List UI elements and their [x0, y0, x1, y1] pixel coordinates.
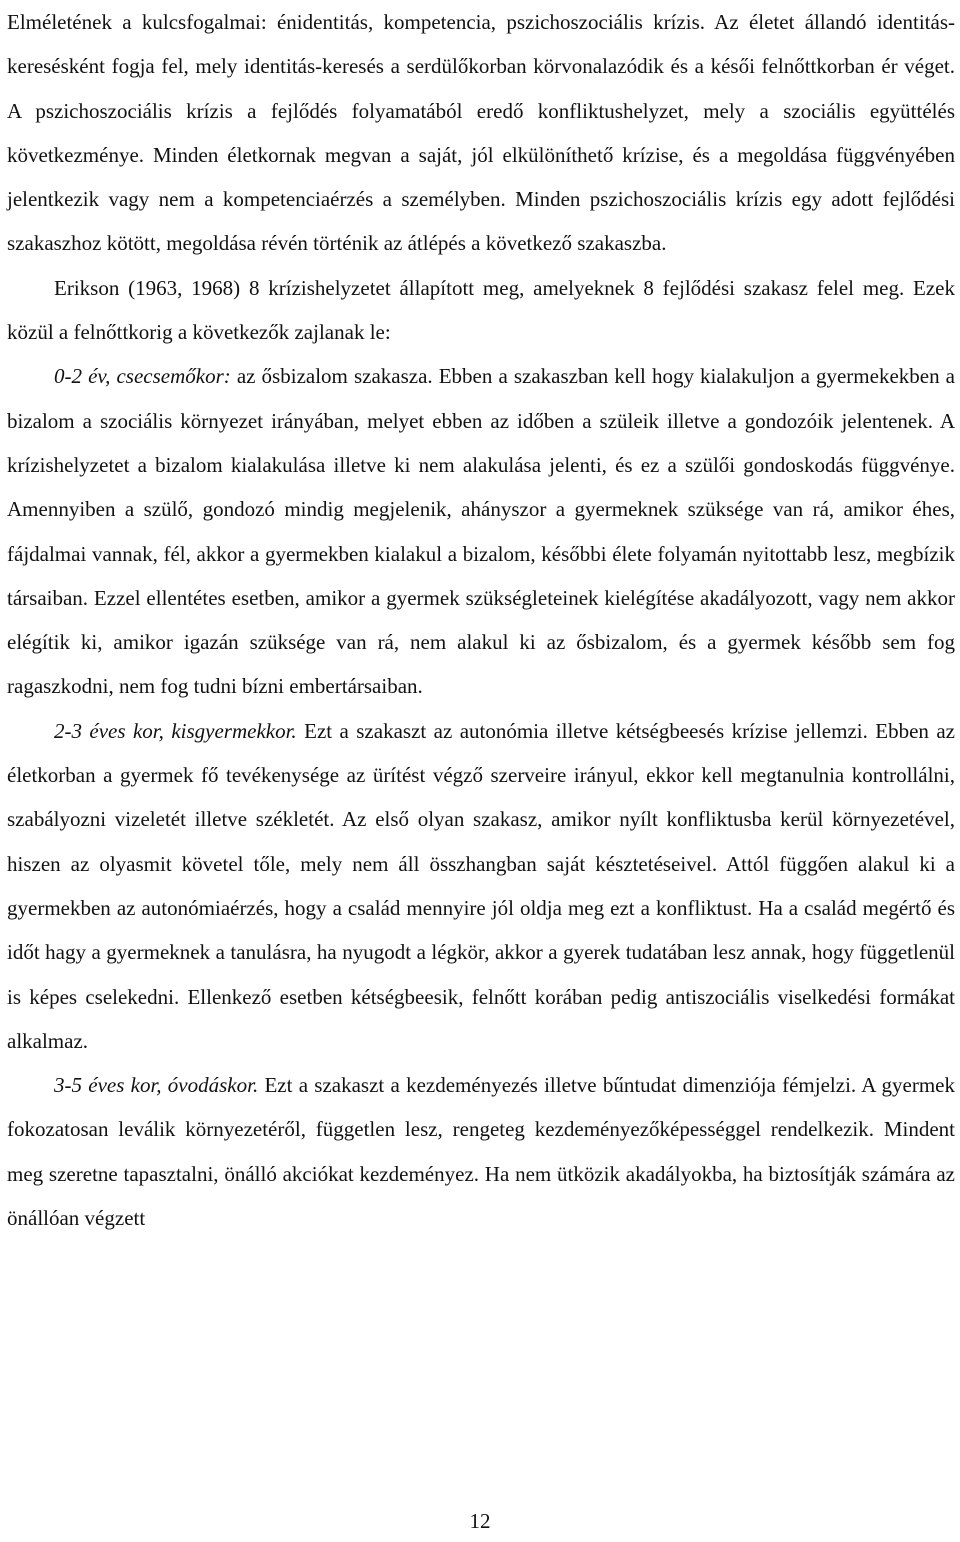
paragraph-text: az ősbizalom szakasza. Ebben a szakaszban kell hogy kialakuljon a gyermekekben a bizalom a szociális környezet irányában, melyet ebben az időben a szüleik illetve a gondozóik jelentenek. A krízishelyzetet a bizalom kialakulása illetve ki nem alakulása jelenti, és ez a szülői gondoskodás függvénye. Amennyiben a szülő, gondozó mindig megjelenik, ahányszor a gyermeknek szüksége van rá, amikor éhes, fájdalmai vannak, fél, akkor a gyermekben kialakul a bizalom, későbbi élete folyamán nyitottabb lesz, megbízik társaiban. Ezzel ellentétes esetben, amikor a gyermek szükségleteinek kielégítése akadályozott, vagy nem akkor elégítik ki, amikor igazán szüksége van rá, nem alakul ki az ősbizalom, és a gyermek később sem fog ragaszkodni, nem fog tudni bízni embertársaiban.	[7, 364, 955, 699]
stage-heading: 0-2 év, csecsemőkor:	[54, 364, 231, 389]
page-number: 12	[469, 1509, 491, 1533]
paragraph-text: Ezt a szakaszt az autonómia illetve kétségbeesés krízise jellemzi. Ebben az életkorban a gyermek fő tevékenysége az ürítést végző szerveire irányul, ekkor kell megtanulnia kontrollálni, szabályozni vizeletét illetve székletét. Az első olyan szakasz, amikor nyílt konfliktusba kerül környezetével, hiszen az olyasmit követel tőle, mely nem áll összhangban saját késztetéseivel. Attól függően alakul ki a gyermekben az autonómiaérzés, hogy a család mennyire jól oldja meg ezt a konfliktust. Ha a család megértő és időt hagy a gyermeknek a tanulásra, ha nyugodt a légkör, akkor a gyerek tudatában lesz annak, hogy függetlenül is képes cselekedni. Ellenkező esetben kétségbeesik, felnőtt korában pedig antiszociális viselkedési formákat alkalmaz.	[7, 718, 955, 1053]
paragraph-text: Ezt a szakaszt a kezdeményezés illetve bűntudat dimenziója fémjelzi. A gyermek fokozatosan leválik környezetéről, független lesz, rengeteg kezdeményezőképességgel rendelkezik. Mindent meg szeretne tapasztalni, önálló akciókat kezdeményez. Ha nem ütközik akadályokba, ha biztosítják számára az önállóan végzett	[7, 1073, 955, 1231]
paragraph-text: Erikson (1963, 1968) 8 krízishelyzetet állapított meg, amelyeknek 8 fejlődési szakasz felel meg. Ezek közül a felnőttkorig a következők zajlanak le:	[7, 275, 955, 345]
paragraph-stage-3-5	[7, 1063, 955, 1240]
paragraph-erikson-intro	[7, 266, 955, 355]
stage-heading: 2-3 éves kor, kisgyermekkor.	[54, 718, 297, 743]
paragraph-stage-0-2	[7, 354, 955, 708]
paragraph-text: Elméletének a kulcsfogalmai: énidentitás, kompetencia, pszichoszociális krízis. Az életet állandó identitás-keresésként fogja fel, mely identitás-keresés a serdülőkorban körvonalazódik és a késői felnőttkorban ér véget. A pszichoszociális krízis a fejlődés folyamatából eredő konfliktushelyzet, mely a szociális együttélés következménye. Minden életkornak megvan a saját, jól elkülöníthető krízise, és a megoldása függvényében jelentkezik vagy nem a kompetenciaérzés a személyben. Minden pszichoszociális krízis egy adott fejlődési szakaszhoz kötött, megoldása révén történik az átlépés a következő szakaszba.	[7, 10, 955, 256]
stage-heading: 3-5 éves kor, óvodáskor.	[54, 1073, 259, 1098]
paragraph-theory-concepts	[7, 0, 955, 266]
paragraph-stage-2-3	[7, 709, 955, 1063]
document-page	[7, 0, 955, 1240]
